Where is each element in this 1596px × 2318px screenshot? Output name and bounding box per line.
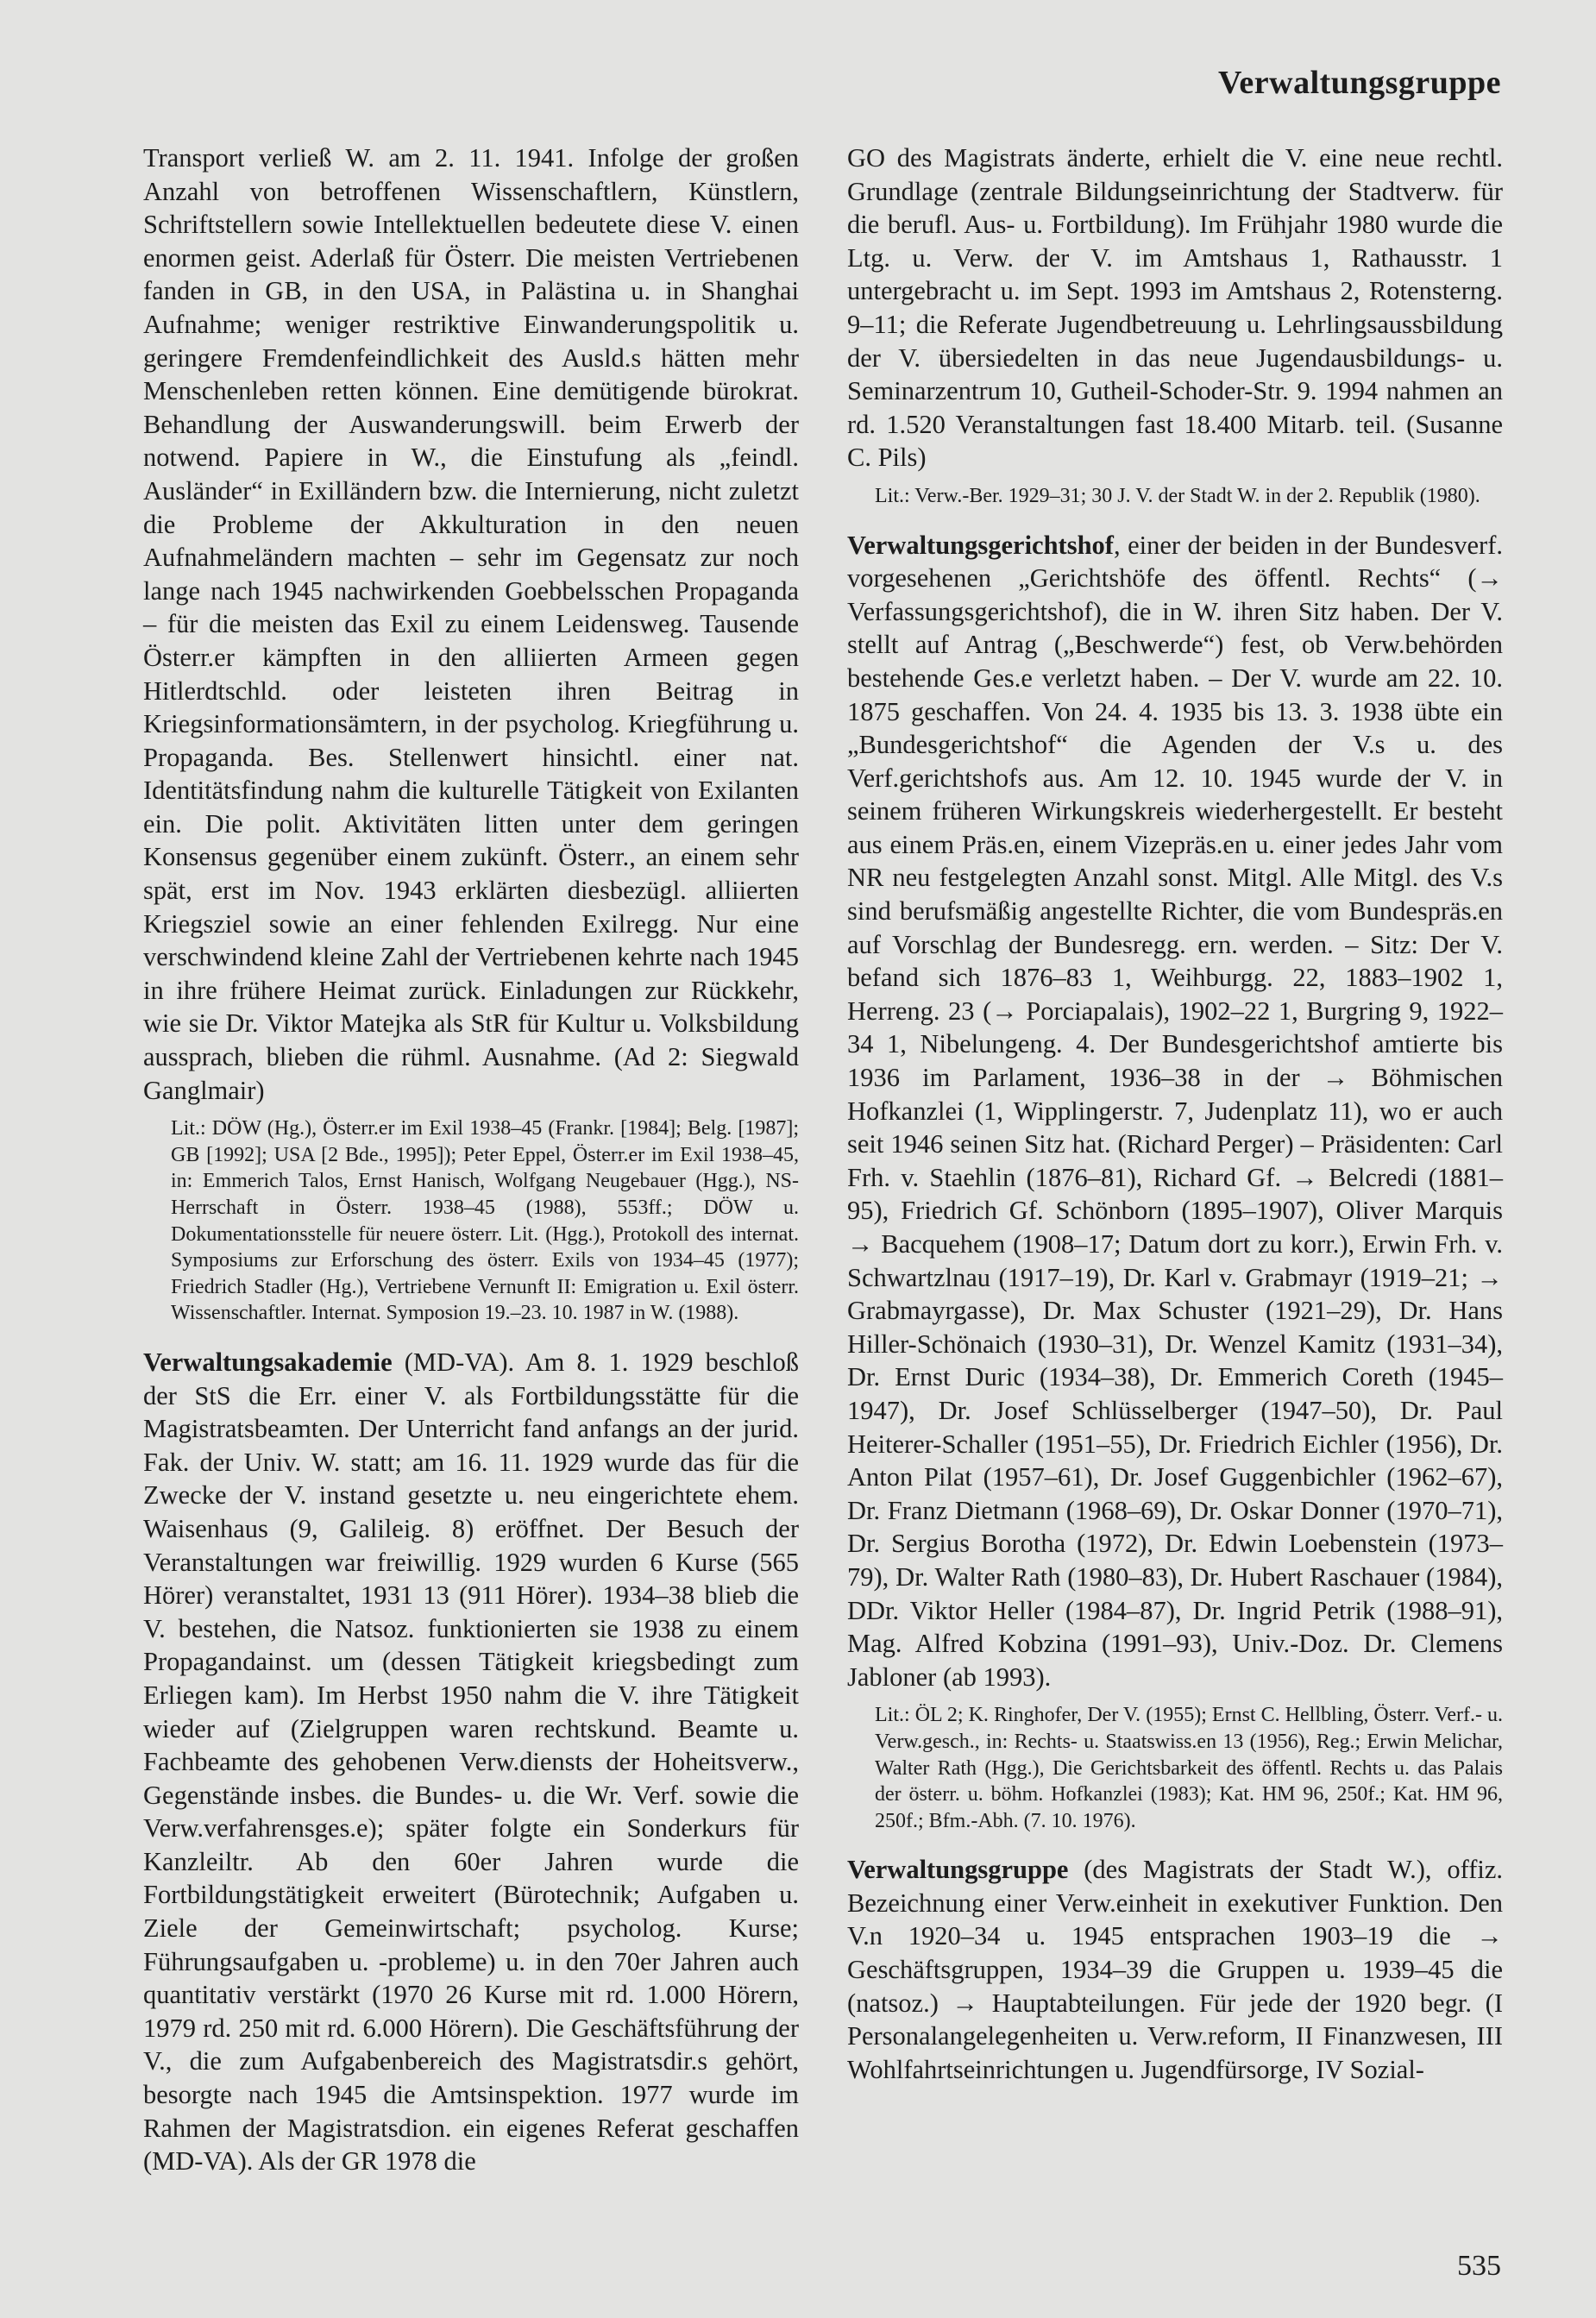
entry-continuation-text: Transport verließ W. am 2. 11. 1941. Infolge der großen Anzahl von betroffenen Wissenschaftlern, Künstlern, Schriftstellern sowie Intellektuellen bedeutete diese V. einen enormen geist. Aderlaß für Österr. Die meisten Vertriebenen fanden in GB, in den USA, in Palästina u. in Shanghai Aufnahme; weniger restriktive Einwanderungspolitik u. geringere Fremdenfeindlichkeit des Ausld.s hätten mehr Menschenleben retten können. Eine demütigende bürokrat. Behandlung der Auswanderungswill. beim Erwerb der notwend. Papiere in W., die Einstufung als „feindl. Ausländer“ in Exilländern bzw. die Internierung, nicht zuletzt die Probleme der Akkulturation in den neuen Aufnahmeländern machten – sehr im Gegensatz zur noch lange nach 1945 nachwirkenden Goebbelsschen Propaganda – für die meisten das Exil zu einem Leidensweg. Tausende Österr.er kämpften in den alliierten Armeen gegen Hitlerdtschld. oder leisteten ihren Beitrag in Kriegsinformationsämtern, in der psycholog. Kriegführung u. Propaganda. Bes. Stellenwert hinsichtl. einer nat. Identitätsfindung nahm die kulturelle Tätigkeit von Exilanten ein. Die polit. Aktivitäten litten unter dem geringen Konsensus gegenüber einem zukünft. Österr., an einem sehr spät, erst im Nov. 1943 erklärten diesbezügl. alliierten Kriegsziel sowie an einer fehlenden Exilregg. Nur eine verschwindend kleine Zahl der Vertriebenen kehrte nach 1945 in ihre frühere Heimat zurück. Einladungen zur Rückkehr, wie sie Dr. Viktor Matejka als StR für Kultur u. Volksbildung aussprach, blieben die rühml. Ausnahme. (Ad 2: Siegwald Ganglmair) (143, 143, 799, 1105)
entry-continuation-text: GO des Magistrats änderte, erhielt die V. eine neue rechtl. Grundlage (zentrale Bildungseinrichtung der Stadtverw. für die berufl. Aus- u. Fortbildung). Im Frühjahr 1980 wurde die Ltg. u. Verw. der V. im Amtshaus 1, Rathausstr. 1 untergebracht u. im Sept. 1993 im Amtshaus 2, Rotensterng. 9–11; die Referate Jugendbetreuung u. Lehrlingsaussbildung der V. übersiedelten in das neue Jugendausbildungs- u. Seminarzentrum 10, Gutheil-Schoder-Str. 9. 1994 nahmen an rd. 1.520 Veranstaltungen fast 18.400 Mitarb. teil. (Susanne C. Pils) (847, 143, 1503, 473)
entry-text: (MD-VA). Am 8. 1. 1929 beschloß der StS die Err. einer V. als Fortbildungsstätte für die Magistratsbeamten. Der Unterricht fand anfangs an der jurid. Fak. der Univ. W. statt; am 16. 11. 1929 wurde das für die Zwecke der V. instand gesetzte u. neu eingerichtete ehem. Waisenhaus (9, Galileig. 8) eröffnet. Der Besuch der Veranstaltungen war freiwillig. 1929 wurden 6 Kurse (565 Hörer) veranstaltet, 1931 13 (911 Hörer). 1934–38 blieb die V. bestehen, die Natsoz. funktionierten sie 1938 zu einem Propagandainst. um (dessen Tätigkeit kriegsbedingt zum Erliegen kam). Im Herbst 1950 nahm die V. ihre Tätigkeit wieder auf (Zielgruppen waren rechtskund. Beamte u. Fachbeamte des gehobenen Verw.diensts der Hoheitsverw., Gegenstände insbes. die Bundes- u. die Wr. Verf. sowie die Verw.verfahrensges.e); später folgte ein Sonderkurs für Kanzleiltr. Ab den 60er Jahren wurde die Fortbildungstätigkeit erweitert (Bürotechnik; Aufgaben u. Ziele der Gemeinwirtschaft; psycholog. Kurse; Führungsaufgaben u. -probleme) u. in den 70er Jahren auch quantitativ verstärkt (1970 26 Kurse mit rd. 1.000 Hörern, 1979 rd. 250 mit rd. 6.000 Hörern). Die Geschäftsführung der V., die zum Aufgabenbereich des Magistratsdir.s gehört, besorgte nach 1945 die Amtsinspektion. 1977 wurde im Rahmen der Magistratsdion. ein eigenes Referat geschaffen (MD-VA). Als der GR 1978 die (143, 1347, 799, 2177)
entry-verwaltungsakademie (143, 1346, 799, 2178)
literature-note: Lit.: ÖL 2; K. Ringhofer, Der V. (1955); Ernst C. Hellbling, Österr. Verf.- u. Verw.gesch., in: Rechts- u. Staatswiss.en 13 (1956), Reg.; Erwin Melichar, Walter Rath (Hgg.), Die Gerichtsbarkeit des öffentl. Rechts u. das Palais der österr. u. böhm. Hofkanzlei (1983); Kat. HM 96, 250f.; Kat. HM 96, 250f.; Bfm.-Abh. (7. 10. 1976). (875, 1704, 1503, 1832)
right-column (847, 141, 1503, 2152)
entry-verwaltungsgerichtshof (847, 529, 1503, 1694)
left-column (143, 141, 799, 2177)
headword: Verwaltungsgerichtshof (847, 530, 1114, 560)
headword: Verwaltungsakademie (143, 1347, 393, 1377)
entry-text: , einer der beiden in der Bundesverf. vorgesehenen „Gerichtshöfe des öffentl. Rechts“ (→ Verfassungsgerichtshof), die in W. ihren Sitz haben. Der V. stellt auf Antrag („Beschwerde“) fest, ob Verw.behörden bestehende Ges.e verletzt haben. – Der V. wurde am 22. 10. 1875 geschaffen. Von 24. 4. 1935 bis 13. 3. 1938 übte ein „Bundesgerichtshof“ die Agenden der V.s u. des Verf.gerichtshofs aus. Am 12. 10. 1945 wurde der V. in seinem früheren Wirkungskreis wiederhergestellt. Er besteht aus einem Präs.en, einem Vizepräs.en u. einer jedes Jahr vom NR neu festgelegten Anzahl sonst. Mitgl. Alle Mitgl. des V.s sind berufsmäßig angestellte Richter, die vom Bundespräs.en auf Vorschlag der Bundesregg. ern. werden. – Sitz: Der V. befand sich 1876–83 1, Weihburgg. 22, 1883–1902 1, Herreng. 23 (→ Porciapalais), 1902–22 1, Burgring 9, 1922–34 1, Nibelungeng. 4. Der Bundesgerichtshof amtierte bis 1936 im Parlament, 1936–38 in der → Böhmischen Hofkanzlei (1, Wipplingerstr. 7, Judenplatz 11), wo er auch seit 1946 seinen Sitz hat. (Richard Perger) – Präsidenten: Carl Frh. v. Staehlin (1876–81), Richard Gf. → Belcredi (1881–95), Friedrich Gf. Schönborn (1895–1907), Oliver Marquis → Bacquehem (1908–17; Datum dort zu korr.), Erwin Frh. v. Schwartzlnau (1917–19), Dr. Karl v. Grabmayr (1919–21; → Grabmayrgasse), Dr. Max Schuster (1921–29), Dr. Hans Hiller-Schönaich (1930–31), Dr. Wenzel Kamitz (1931–34), Dr. Ernst Duric (1934–38), Dr. Emmerich Coreth (1945–1947), Dr. Josef Schlüsselberger (1947–50), Dr. Paul Heiterer-Schaller (1951–55), Dr. Friedrich Eichler (1956), Dr. Anton Pilat (1957–61), Dr. Josef Guggenbichler (1962–67), Dr. Franz Dietmann (1968–69), Dr. Oskar Donner (1970–71), Dr. Sergius Borotha (1972), Dr. Edwin Loebenstein (1973–79), Dr. Walter Rath (1980–83), Dr. Hubert Raschauer (1984), DDr. Viktor Heller (1984–87), Dr. Ingrid Petrik (1988–91), Mag. Alfred Kobzina (1991–93), Univ.-Doz. Dr. Clemens Jabloner (ab 1993). (847, 530, 1503, 1692)
literature-note: Lit.: DÖW (Hg.), Österr.er im Exil 1938–45 (Frankr. [1984]; Belg. [1987]; GB [1992]; USA [2 Bde., 1995]); Peter Eppel, Österr.er im Exil 1938–45, in: Emmerich Talos, Ernst Hanisch, Wolfgang Neugebauer (Hgg.), NS-Herrschaft in Österr. 1938–45 (1988), 553ff.; DÖW u. Dokumentationsstelle für neuere österr. Lit. (Hgg.), Protokoll des internat. Symposiums zur Erforschung des österr. Exils von 1934–45 (1977); Friedrich Stadler (Hg.), Vertriebene Vernunft II: Emigration u. Exil österr. Wissenschaftler. Internat. Symposion 19.–23. 10. 1987 in W. (1988). (171, 1117, 799, 1325)
literature-note: Lit.: Verw.-Ber. 1929–31; 30 J. V. der Stadt W. in der 2. Republik (1980). (875, 484, 1480, 507)
running-head-title: Verwaltungsgruppe (1217, 65, 1501, 101)
headword: Verwaltungsgruppe (847, 1855, 1069, 1885)
entry-verwaltungsgruppe (847, 1853, 1503, 2086)
entry-text: (des Magistrats der Stadt W.), offiz. Bezeichnung einer Verw.einheit in exekutiver Funktion. Den V.n 1920–34 u. 1945 entsprachen 1903–19 die → Geschäftsgruppen, 1934–39 die Gruppen u. 1939–45 die (natsoz.) → Hauptabteilungen. Für jede der 1920 begr. (I Personalangelegenheiten u. Verw.reform, II Finanzwesen, III Wohlfahrtseinrichtungen u. Jugendfürsorge, IV Sozial- (847, 1855, 1503, 2084)
page-number: 535 (1457, 2250, 1501, 2282)
